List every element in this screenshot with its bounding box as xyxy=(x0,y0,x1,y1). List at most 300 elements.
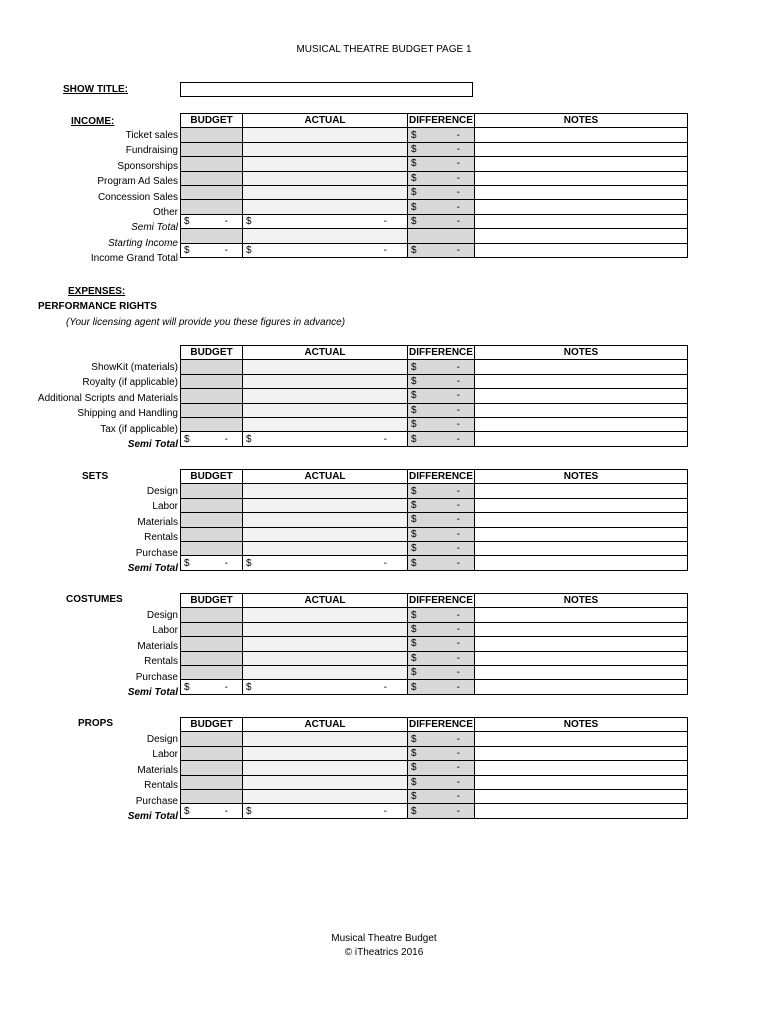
budget-cell[interactable] xyxy=(181,761,243,775)
table-row xyxy=(181,761,688,775)
difference-cell xyxy=(408,171,475,185)
notes-cell[interactable] xyxy=(475,541,688,555)
col-budget: BUDGET xyxy=(181,718,243,732)
actual-total-cell xyxy=(243,214,408,228)
difference-cell xyxy=(408,746,475,760)
budget-total-cell xyxy=(181,680,243,694)
currency-symbol: $ xyxy=(184,215,190,227)
row-label: Ticket sales xyxy=(125,130,178,141)
notes-cell[interactable] xyxy=(475,142,688,156)
zero-dash: - xyxy=(224,433,228,445)
notes-cell[interactable] xyxy=(475,128,688,142)
notes-cell[interactable] xyxy=(475,498,688,512)
zero-dash: - xyxy=(456,419,460,431)
budget-cell[interactable] xyxy=(181,513,243,527)
table-row xyxy=(181,185,688,199)
starting-income-label: Starting Income xyxy=(107,237,178,249)
notes-cell[interactable] xyxy=(475,622,688,636)
currency-symbol: $ xyxy=(246,215,252,227)
col-notes: NOTES xyxy=(475,718,688,732)
row-label: Rentals xyxy=(144,780,178,792)
currency-symbol: $ xyxy=(411,609,417,621)
col-difference: DIFFERENCE xyxy=(409,471,473,483)
show-title-field[interactable] xyxy=(180,82,473,97)
notes-cell[interactable] xyxy=(475,527,688,541)
table-row xyxy=(181,789,688,803)
currency-symbol: $ xyxy=(411,623,417,635)
row-label: Shipping and Handling xyxy=(77,408,178,420)
props-row-labels xyxy=(128,732,178,824)
row-label: Other xyxy=(152,206,178,218)
actual-cell[interactable] xyxy=(243,374,408,388)
zero-dash: - xyxy=(456,638,460,650)
expenses-heading: EXPENSES: xyxy=(68,286,126,297)
zero-dash: - xyxy=(456,681,460,693)
row-label: Sponsorships xyxy=(117,160,178,172)
actual-cell[interactable] xyxy=(243,128,408,142)
currency-symbol: $ xyxy=(246,433,252,445)
performance-rights-table xyxy=(180,345,688,447)
props-table xyxy=(180,717,688,819)
actual-cell[interactable] xyxy=(243,732,408,746)
zero-dash: - xyxy=(224,681,228,693)
notes-cell[interactable] xyxy=(475,389,688,403)
zero-dash: - xyxy=(456,143,460,155)
budget-cell[interactable] xyxy=(181,637,243,651)
performance-rights-heading: PERFORMANCE RIGHTS xyxy=(38,301,157,312)
currency-symbol: $ xyxy=(184,805,190,817)
table-row xyxy=(181,637,688,651)
actual-cell[interactable] xyxy=(243,417,408,431)
zero-dash: - xyxy=(383,805,387,817)
difference-cell xyxy=(408,498,475,512)
row-label: Purchase xyxy=(135,547,178,559)
currency-symbol: $ xyxy=(411,187,417,199)
zero-dash: - xyxy=(456,129,460,141)
table-row xyxy=(181,128,688,142)
table-row xyxy=(181,732,688,746)
currency-symbol: $ xyxy=(411,638,417,650)
budget-cell[interactable] xyxy=(181,157,243,171)
col-budget: BUDGET xyxy=(181,114,243,128)
difference-cell xyxy=(408,761,475,775)
notes-cell[interactable] xyxy=(475,214,688,228)
col-difference: DIFFERENCE xyxy=(409,115,473,127)
currency-symbol: $ xyxy=(411,557,417,569)
currency-symbol: $ xyxy=(184,681,190,693)
budget-cell[interactable] xyxy=(181,622,243,636)
table-row xyxy=(181,200,688,214)
row-label: Labor xyxy=(152,749,178,761)
zero-dash: - xyxy=(456,667,460,679)
zero-dash: - xyxy=(383,433,387,445)
footer-copyright: © iTheatrics 2016 xyxy=(344,947,424,958)
total-row xyxy=(181,432,688,446)
zero-dash: - xyxy=(456,201,460,213)
semi-total-label: Semi Total xyxy=(131,222,178,234)
table-row xyxy=(181,484,688,498)
table-row xyxy=(181,374,688,388)
props-heading: PROPS xyxy=(78,718,114,729)
actual-cell[interactable] xyxy=(243,789,408,803)
budget-cell[interactable] xyxy=(181,200,243,214)
zero-dash: - xyxy=(456,499,460,511)
costumes-heading: COSTUMES xyxy=(66,594,123,605)
costumes-table xyxy=(180,593,688,695)
zero-dash: - xyxy=(456,747,460,759)
zero-dash: - xyxy=(224,215,228,227)
budget-total-cell xyxy=(181,432,243,446)
row-label: Materials xyxy=(137,640,178,652)
zero-dash: - xyxy=(456,805,460,817)
currency-symbol: $ xyxy=(411,158,417,170)
col-actual: ACTUAL xyxy=(243,718,408,732)
actual-cell[interactable] xyxy=(243,651,408,665)
budget-cell[interactable] xyxy=(181,417,243,431)
zero-dash: - xyxy=(456,652,460,664)
sets-table xyxy=(180,469,688,571)
difference-cell xyxy=(408,622,475,636)
table-row xyxy=(181,746,688,760)
difference-cell xyxy=(408,556,475,570)
difference-cell xyxy=(408,360,475,374)
notes-cell[interactable] xyxy=(475,775,688,789)
currency-symbol: $ xyxy=(411,514,417,526)
currency-symbol: $ xyxy=(411,652,417,664)
col-budget: BUDGET xyxy=(181,346,243,360)
notes-cell[interactable] xyxy=(475,637,688,651)
difference-cell xyxy=(408,185,475,199)
income-row-labels xyxy=(91,128,178,267)
notes-cell[interactable] xyxy=(475,651,688,665)
zero-dash: - xyxy=(456,733,460,745)
currency-symbol: $ xyxy=(411,805,417,817)
table-row xyxy=(181,171,688,185)
actual-cell[interactable] xyxy=(243,761,408,775)
table-row xyxy=(181,513,688,527)
row-label: Concession Sales xyxy=(97,191,178,203)
difference-cell xyxy=(408,389,475,403)
actual-cell[interactable] xyxy=(243,157,408,171)
actual-cell[interactable] xyxy=(243,622,408,636)
actual-cell[interactable] xyxy=(243,484,408,498)
notes-cell[interactable] xyxy=(475,200,688,214)
currency-symbol: $ xyxy=(184,557,190,569)
semi-total-label: Semi Total xyxy=(127,438,178,450)
zero-dash: - xyxy=(383,215,387,227)
difference-cell xyxy=(408,432,475,446)
table-row xyxy=(181,622,688,636)
row-label: ShowKit (materials) xyxy=(91,362,178,373)
col-budget: BUDGET xyxy=(181,594,243,608)
zero-dash: - xyxy=(224,805,228,817)
total-row xyxy=(181,214,688,228)
row-label: Rentals xyxy=(144,532,178,544)
starting-income-diff xyxy=(408,229,475,243)
difference-cell xyxy=(408,637,475,651)
actual-cell[interactable] xyxy=(243,389,408,403)
notes-cell[interactable] xyxy=(475,556,688,570)
currency-symbol: $ xyxy=(246,557,252,569)
row-label: Purchase xyxy=(135,671,178,683)
col-actual: ACTUAL xyxy=(243,470,408,484)
budget-cell[interactable] xyxy=(181,541,243,555)
row-label: Labor xyxy=(152,501,178,513)
grand-total-label: Income Grand Total xyxy=(90,253,178,265)
zero-dash: - xyxy=(456,361,460,373)
currency-symbol: $ xyxy=(411,762,417,774)
currency-symbol: $ xyxy=(411,433,417,445)
budget-cell[interactable] xyxy=(181,403,243,417)
notes-cell[interactable] xyxy=(475,789,688,803)
table-row xyxy=(181,142,688,156)
row-label: Design xyxy=(146,734,178,745)
notes-cell[interactable] xyxy=(475,746,688,760)
budget-cell[interactable] xyxy=(181,389,243,403)
row-label: Royalty (if applicable) xyxy=(82,377,178,389)
col-notes: NOTES xyxy=(475,470,688,484)
currency-symbol: $ xyxy=(411,172,417,184)
budget-cell[interactable] xyxy=(181,142,243,156)
currency-symbol: $ xyxy=(411,528,417,540)
col-difference: DIFFERENCE xyxy=(409,595,473,607)
table-row xyxy=(181,665,688,679)
col-notes: NOTES xyxy=(475,594,688,608)
table-row xyxy=(181,403,688,417)
notes-cell[interactable] xyxy=(475,185,688,199)
budget-cell[interactable] xyxy=(181,128,243,142)
currency-symbol: $ xyxy=(411,485,417,497)
total-row xyxy=(181,556,688,570)
notes-cell[interactable] xyxy=(475,374,688,388)
actual-cell[interactable] xyxy=(243,185,408,199)
currency-symbol: $ xyxy=(411,681,417,693)
licensing-note: (Your licensing agent will provide you these figures in advance) xyxy=(66,317,346,328)
zero-dash: - xyxy=(456,215,460,227)
notes-cell[interactable] xyxy=(475,608,688,622)
zero-dash: - xyxy=(224,557,228,569)
costumes-row-labels xyxy=(128,608,178,700)
actual-cell[interactable] xyxy=(243,527,408,541)
difference-cell xyxy=(408,513,475,527)
table-row xyxy=(181,498,688,512)
total-row xyxy=(181,680,688,694)
zero-dash: - xyxy=(456,762,460,774)
budget-total-cell xyxy=(181,804,243,818)
actual-cell[interactable] xyxy=(243,171,408,185)
row-label: Materials xyxy=(137,764,178,776)
currency-symbol: $ xyxy=(411,791,417,803)
currency-symbol: $ xyxy=(246,805,252,817)
performance-row-labels xyxy=(38,360,178,452)
difference-cell xyxy=(408,157,475,171)
col-actual: ACTUAL xyxy=(243,114,408,128)
zero-dash: - xyxy=(456,528,460,540)
zero-dash: - xyxy=(456,609,460,621)
row-label: Fundraising xyxy=(125,145,178,157)
actual-cell[interactable] xyxy=(243,498,408,512)
actual-total-cell xyxy=(243,680,408,694)
actual-cell[interactable] xyxy=(243,200,408,214)
semi-total-label: Semi Total xyxy=(127,562,178,574)
difference-cell xyxy=(408,527,475,541)
row-label: Design xyxy=(146,486,178,497)
difference-cell xyxy=(408,775,475,789)
budget-total-cell xyxy=(181,243,243,257)
currency-symbol: $ xyxy=(411,375,417,387)
zero-dash: - xyxy=(383,557,387,569)
zero-dash: - xyxy=(456,390,460,402)
currency-symbol: $ xyxy=(411,747,417,759)
table-row xyxy=(181,608,688,622)
budget-cell[interactable] xyxy=(181,360,243,374)
show-title-label: SHOW TITLE: xyxy=(63,84,128,95)
budget-cell[interactable] xyxy=(181,775,243,789)
currency-symbol: $ xyxy=(411,733,417,745)
currency-symbol: $ xyxy=(411,419,417,431)
difference-cell xyxy=(408,200,475,214)
currency-symbol: $ xyxy=(411,201,417,213)
zero-dash: - xyxy=(456,244,460,256)
currency-symbol: $ xyxy=(411,129,417,141)
table-row xyxy=(181,527,688,541)
difference-cell xyxy=(408,142,475,156)
budget-cell[interactable] xyxy=(181,374,243,388)
budget-cell[interactable] xyxy=(181,185,243,199)
notes-cell[interactable] xyxy=(475,417,688,431)
table-row xyxy=(181,775,688,789)
starting-income-budget[interactable] xyxy=(181,229,243,243)
actual-total-cell xyxy=(243,804,408,818)
notes-cell[interactable] xyxy=(475,513,688,527)
notes-cell[interactable] xyxy=(475,680,688,694)
notes-cell[interactable] xyxy=(475,761,688,775)
actual-cell[interactable] xyxy=(243,637,408,651)
zero-dash: - xyxy=(456,172,460,184)
budget-cell[interactable] xyxy=(181,746,243,760)
difference-cell xyxy=(408,374,475,388)
notes-cell[interactable] xyxy=(475,665,688,679)
budget-cell[interactable] xyxy=(181,789,243,803)
semi-total-label: Semi Total xyxy=(127,686,178,698)
currency-symbol: $ xyxy=(411,404,417,416)
budget-cell[interactable] xyxy=(181,608,243,622)
difference-cell xyxy=(408,732,475,746)
col-actual: ACTUAL xyxy=(243,594,408,608)
income-heading: INCOME: xyxy=(71,116,115,127)
currency-symbol: $ xyxy=(411,667,417,679)
zero-dash: - xyxy=(456,514,460,526)
actual-cell[interactable] xyxy=(243,541,408,555)
currency-symbol: $ xyxy=(411,543,417,555)
row-label: Additional Scripts and Materials xyxy=(37,392,178,404)
actual-cell[interactable] xyxy=(243,142,408,156)
col-notes: NOTES xyxy=(475,114,688,128)
income-table xyxy=(180,113,688,258)
actual-cell[interactable] xyxy=(243,403,408,417)
zero-dash: - xyxy=(383,244,387,256)
difference-cell xyxy=(408,128,475,142)
difference-cell xyxy=(408,541,475,555)
difference-cell xyxy=(408,789,475,803)
currency-symbol: $ xyxy=(411,361,417,373)
row-label: Labor xyxy=(152,625,178,637)
notes-cell[interactable] xyxy=(475,243,688,257)
starting-income-notes[interactable] xyxy=(475,229,688,243)
budget-cell[interactable] xyxy=(181,732,243,746)
table-row xyxy=(181,360,688,374)
currency-symbol: $ xyxy=(184,433,190,445)
currency-symbol: $ xyxy=(411,776,417,788)
budget-cell[interactable] xyxy=(181,498,243,512)
footer xyxy=(0,932,768,960)
difference-cell xyxy=(408,484,475,498)
zero-dash: - xyxy=(456,404,460,416)
row-label: Purchase xyxy=(135,795,178,807)
difference-cell xyxy=(408,651,475,665)
actual-total-cell xyxy=(243,243,408,257)
budget-cell[interactable] xyxy=(181,527,243,541)
currency-symbol: $ xyxy=(246,244,252,256)
difference-cell xyxy=(408,243,475,257)
actual-cell[interactable] xyxy=(243,513,408,527)
actual-cell[interactable] xyxy=(243,360,408,374)
row-label: Rentals xyxy=(144,656,178,668)
row-label: Materials xyxy=(137,516,178,528)
budget-total-cell xyxy=(181,556,243,570)
zero-dash: - xyxy=(456,623,460,635)
notes-cell[interactable] xyxy=(475,732,688,746)
actual-cell[interactable] xyxy=(243,665,408,679)
zero-dash: - xyxy=(383,681,387,693)
actual-cell[interactable] xyxy=(243,775,408,789)
notes-cell[interactable] xyxy=(475,403,688,417)
notes-cell[interactable] xyxy=(475,432,688,446)
col-difference: DIFFERENCE xyxy=(409,719,473,731)
currency-symbol: $ xyxy=(411,244,417,256)
difference-cell xyxy=(408,403,475,417)
col-notes: NOTES xyxy=(475,346,688,360)
table-row xyxy=(181,389,688,403)
difference-cell xyxy=(408,417,475,431)
difference-cell xyxy=(408,665,475,679)
total-row xyxy=(181,804,688,818)
col-difference: DIFFERENCE xyxy=(409,347,473,359)
zero-dash: - xyxy=(456,485,460,497)
budget-total-cell xyxy=(181,214,243,228)
notes-cell[interactable] xyxy=(475,171,688,185)
starting-income-actual[interactable] xyxy=(243,229,408,243)
zero-dash: - xyxy=(456,433,460,445)
sets-heading: SETS xyxy=(82,471,109,482)
difference-cell xyxy=(408,680,475,694)
zero-dash: - xyxy=(456,375,460,387)
actual-cell[interactable] xyxy=(243,608,408,622)
notes-cell[interactable] xyxy=(475,157,688,171)
budget-cell[interactable] xyxy=(181,665,243,679)
notes-cell[interactable] xyxy=(475,804,688,818)
difference-cell xyxy=(408,804,475,818)
zero-dash: - xyxy=(456,158,460,170)
semi-total-label: Semi Total xyxy=(127,810,178,822)
budget-cell[interactable] xyxy=(181,484,243,498)
col-actual: ACTUAL xyxy=(243,346,408,360)
budget-cell[interactable] xyxy=(181,171,243,185)
notes-cell[interactable] xyxy=(475,360,688,374)
budget-cell[interactable] xyxy=(181,651,243,665)
actual-cell[interactable] xyxy=(243,746,408,760)
notes-cell[interactable] xyxy=(475,484,688,498)
